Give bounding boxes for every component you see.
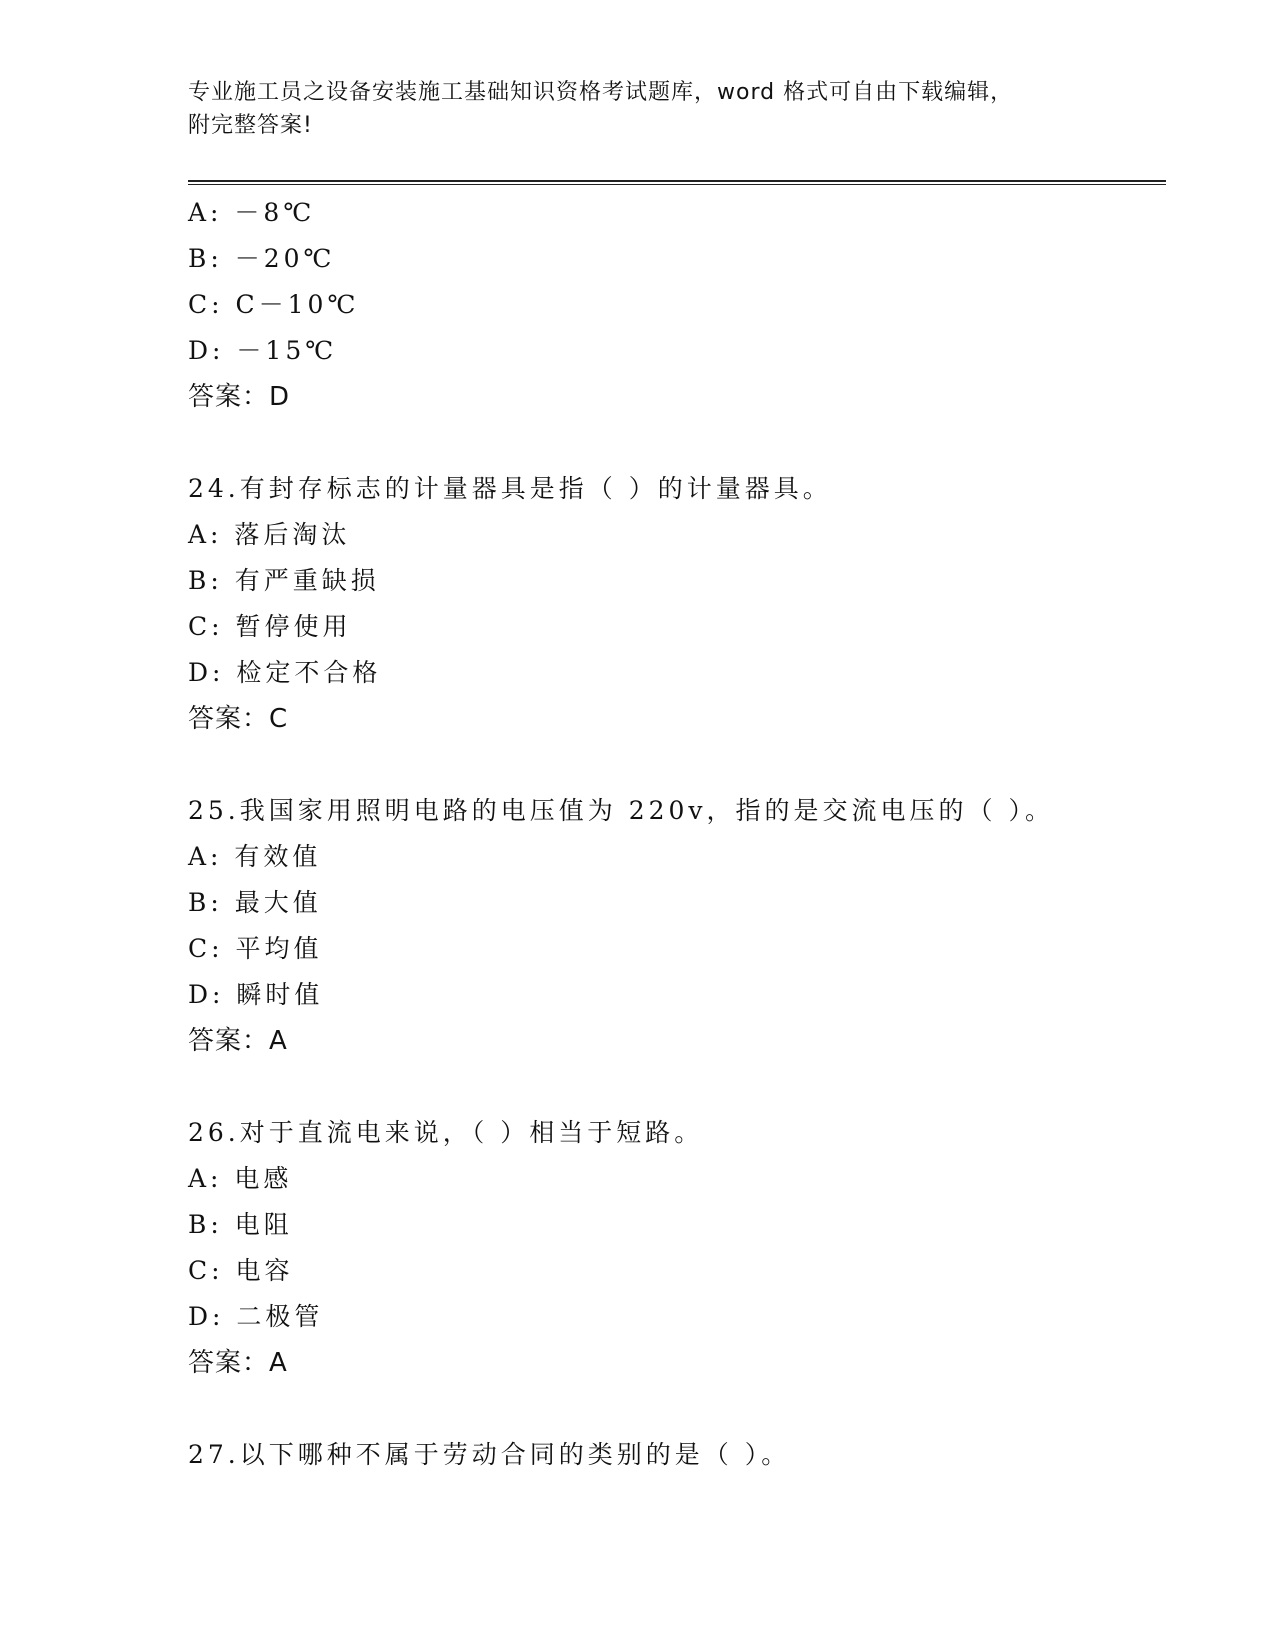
question-25: [188, 788, 1166, 1064]
option-b: B: 电阻: [188, 1210, 293, 1239]
spacer: [188, 1064, 1166, 1110]
question-title: 27.以下哪种不属于劳动合同的类别的是（ ）。: [188, 1440, 791, 1469]
question-23-continued: [188, 190, 1166, 420]
answer: 答案：D: [188, 382, 291, 412]
option-c: C: 电容: [188, 1256, 294, 1285]
option-a: A: 有效值: [188, 842, 322, 871]
spacer: [188, 1386, 1166, 1432]
option-d: D: －15℃: [188, 336, 338, 365]
option-c: C: 平均值: [188, 934, 323, 963]
spacer: [188, 420, 1166, 466]
answer: 答案：C: [188, 704, 289, 734]
question-title: 25.我国家用照明电路的电压值为 220v，指的是交流电压的（ ）。: [188, 796, 1054, 825]
question-27: [188, 1432, 1166, 1478]
option-d: D: 瞬时值: [188, 980, 324, 1009]
header-divider: [188, 180, 1166, 185]
page-header: [188, 76, 1068, 142]
option-d: D: 二极管: [188, 1302, 324, 1331]
option-a: A: －8℃: [188, 198, 316, 227]
option-c: C: 暂停使用: [188, 612, 352, 641]
question-26: [188, 1110, 1166, 1386]
option-d: D: 检定不合格: [188, 658, 382, 687]
option-c: C: C－10℃: [188, 290, 360, 319]
question-24: [188, 466, 1166, 742]
question-title: 26.对于直流电来说，（ ）相当于短路。: [188, 1118, 704, 1147]
question-title: 24.有封存标志的计量器具是指（ ）的计量器具。: [188, 474, 832, 503]
question-list: [188, 190, 1166, 1478]
header-line-2: 附完整答案!: [188, 113, 313, 138]
header-line-1: 专业施工员之设备安装施工基础知识资格考试题库，word 格式可自由下载编辑，: [188, 80, 1014, 105]
answer: 答案：A: [188, 1026, 288, 1056]
option-a: A: 落后淘汰: [188, 520, 351, 549]
option-b: B: 有严重缺损: [188, 566, 380, 595]
option-b: B: 最大值: [188, 888, 322, 917]
option-b: B: －20℃: [188, 244, 336, 273]
spacer: [188, 742, 1166, 788]
answer: 答案：A: [188, 1348, 288, 1378]
option-a: A: 电感: [188, 1164, 293, 1193]
